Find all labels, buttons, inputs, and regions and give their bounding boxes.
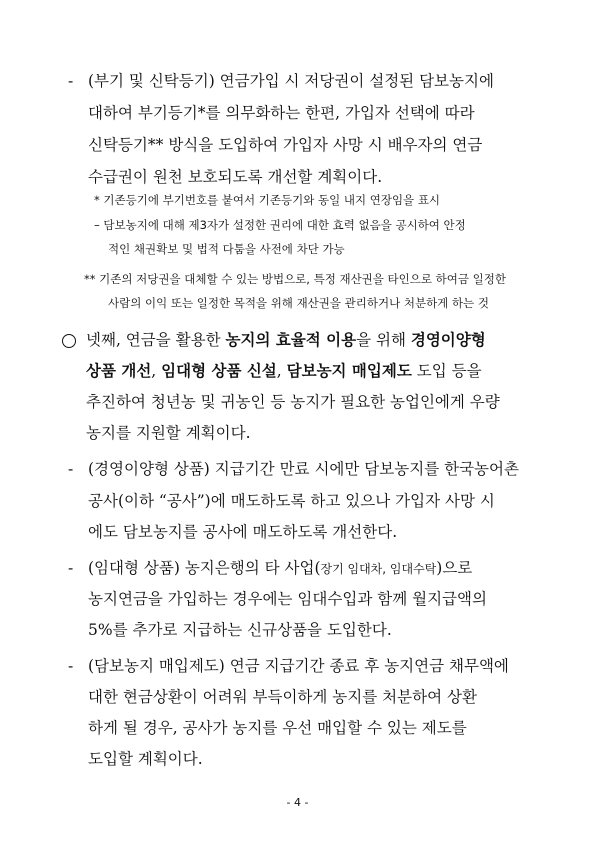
text-line: 추진하여 청년농 및 귀농인 등 농지가 필요한 농업인에게 우량 bbox=[86, 393, 500, 411]
text-line: 5%를 추가로 지급하는 신규상품을 도입한다. bbox=[88, 621, 392, 639]
text-line: 공사(이하 “공사”)에 매도하도록 하고 있으나 가입자 사망 시 bbox=[88, 492, 495, 510]
footnote-1-detail: 적인 채권확보 및 법적 다툼을 사전에 차단 가능 bbox=[108, 242, 345, 256]
text-line: 대한 현금상환이 어려워 부득이하게 농지를 처분하여 상환 bbox=[88, 688, 477, 706]
text-line: 대하여 부기등기*를 의무화하는 한편, 가입자 선택에 따라 bbox=[88, 104, 475, 122]
text-line: 수급권이 원천 보호되도록 개선할 계획이다. bbox=[88, 168, 383, 186]
bullet-dash: - bbox=[68, 657, 74, 675]
footnote-2: 사람의 이익 또는 일정한 목적을 위해 재산권을 관리하거나 처분하게 하는 것 bbox=[108, 296, 489, 310]
footnote-1-detail: – 담보농지에 대해 제3자가 설정한 권리에 대한 효력 없음을 공시하여 안정 bbox=[94, 218, 466, 232]
text-line: 농지연금을 가입하는 경우에는 임대수입과 함께 월지급액의 bbox=[88, 590, 487, 608]
footnote-1: * 기존등기에 부기번호를 붙여서 기존등기와 동일 내지 연장임을 표시 bbox=[94, 193, 441, 207]
text-line: 상품 개선, 임대형 상품 신설, 담보농지 매입제도 도입 등을 bbox=[86, 361, 482, 380]
bullet-dash: - bbox=[68, 460, 74, 478]
text-line: (부기 및 신탁등기) 연금가입 시 저당권이 설정된 담보농지에 bbox=[88, 72, 494, 90]
page-number: - 4 - bbox=[286, 796, 309, 809]
text-line: 신탁등기** 방식을 도입하여 가입자 사망 시 배우자의 연금 bbox=[88, 136, 483, 154]
footnote-2: ** 기존의 저당권을 대체할 수 있는 방법으로, 특정 재산권을 타인으로 하여금 일정한 bbox=[84, 272, 506, 286]
text-line: (경영이양형 상품) 지급기간 만료 시에만 담보농지를 한국농어촌 bbox=[88, 460, 519, 478]
text-line: 농지를 지원할 계획이다. bbox=[86, 424, 251, 442]
bullet-dash: - bbox=[68, 72, 74, 90]
text-line: 넷째, 연금을 활용한 농지의 효율적 이용을 위해 경영이양형 bbox=[86, 330, 486, 349]
text-line: 하게 될 경우, 공사가 농지를 우선 매입할 수 있는 제도를 bbox=[88, 719, 467, 737]
bullet-dash: - bbox=[68, 559, 74, 577]
circle-bullet-icon bbox=[62, 334, 76, 348]
text-line: (담보농지 매입제도) 연금 지급기간 종료 후 농지연금 채무액에 bbox=[88, 657, 509, 675]
text-line: 도입할 계획이다. bbox=[88, 750, 203, 768]
text-line: (임대형 상품) 농지은행의 타 사업(장기 임대차, 임대수탁)으로 bbox=[88, 559, 473, 577]
text-line: 에도 담보농지를 공사에 매도하도록 개선한다. bbox=[88, 523, 398, 541]
